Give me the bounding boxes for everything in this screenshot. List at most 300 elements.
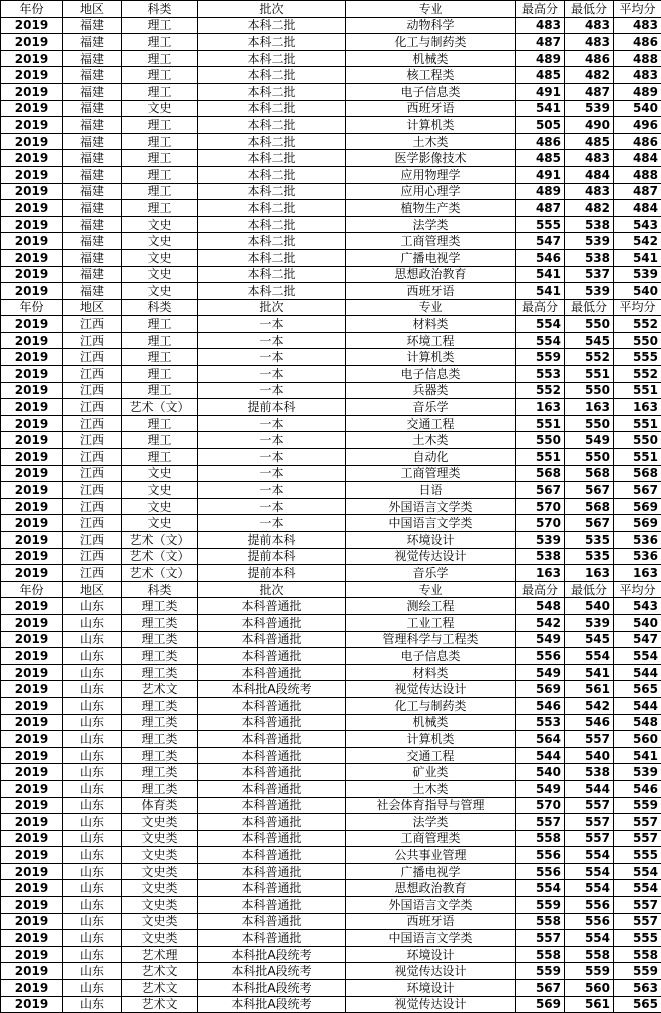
batch-cell: 一本 xyxy=(198,415,346,432)
batch-cell: 本科普通批 xyxy=(198,648,346,665)
avg-score-cell: 542 xyxy=(614,233,661,250)
region-cell: 山东 xyxy=(63,897,122,914)
year-cell: 2019 xyxy=(1,432,63,449)
region-cell: 江西 xyxy=(63,565,122,582)
max-score-cell: 569 xyxy=(516,996,565,1013)
major-cell: 视觉传达设计 xyxy=(346,548,516,565)
region-cell: 江西 xyxy=(63,465,122,482)
avg-score-cell: 551 xyxy=(614,449,661,466)
max-score-cell: 570 xyxy=(516,498,565,515)
category-cell: 艺术（文） xyxy=(122,399,198,416)
major-cell: 计算机类 xyxy=(346,117,516,134)
region-cell: 山东 xyxy=(63,880,122,897)
max-score-cell: 163 xyxy=(516,565,565,582)
region-cell: 山东 xyxy=(63,863,122,880)
table-row xyxy=(1,631,661,648)
category-cell: 文史类 xyxy=(122,897,198,914)
max-score-cell: 570 xyxy=(516,515,565,532)
batch-cell: 本科二批 xyxy=(198,133,346,150)
table-row xyxy=(1,930,661,947)
batch-cell: 本科普通批 xyxy=(198,780,346,797)
table-row xyxy=(1,50,661,67)
major-cell: 社会体育指导与管理 xyxy=(346,797,516,814)
region-cell: 福建 xyxy=(63,34,122,51)
avg-score-cell: 488 xyxy=(614,50,661,67)
table-row xyxy=(1,283,661,300)
min-score-cell: 567 xyxy=(565,515,614,532)
category-cell: 理工 xyxy=(122,83,198,100)
min-score-cell: 541 xyxy=(565,664,614,681)
min-score-cell: 484 xyxy=(565,166,614,183)
min-score-cell: 537 xyxy=(565,266,614,283)
category-cell: 文史类 xyxy=(122,863,198,880)
batch-cell: 一本 xyxy=(198,316,346,333)
category-cell: 理工类 xyxy=(122,747,198,764)
table-row xyxy=(1,830,661,847)
year-cell: 2019 xyxy=(1,863,63,880)
year-cell: 2019 xyxy=(1,780,63,797)
major-cell: 中国语言文学类 xyxy=(346,930,516,947)
major-cell: 公共事业管理 xyxy=(346,847,516,864)
category-cell: 理工类 xyxy=(122,714,198,731)
column-header: 批次 xyxy=(198,299,346,316)
min-score-cell: 539 xyxy=(565,100,614,117)
batch-cell: 本科普通批 xyxy=(198,863,346,880)
category-cell: 理工 xyxy=(122,183,198,200)
table-row xyxy=(1,614,661,631)
year-cell: 2019 xyxy=(1,764,63,781)
major-cell: 西班牙语 xyxy=(346,100,516,117)
year-cell: 2019 xyxy=(1,67,63,84)
avg-score-cell: 548 xyxy=(614,714,661,731)
category-cell: 文史 xyxy=(122,266,198,283)
header-row xyxy=(1,1,661,18)
max-score-cell: 554 xyxy=(516,316,565,333)
category-cell: 理工 xyxy=(122,366,198,383)
major-cell: 工商管理类 xyxy=(346,233,516,250)
max-score-cell: 552 xyxy=(516,382,565,399)
column-header: 批次 xyxy=(198,581,346,598)
min-score-cell: 483 xyxy=(565,150,614,167)
min-score-cell: 483 xyxy=(565,183,614,200)
batch-cell: 一本 xyxy=(198,449,346,466)
avg-score-cell: 554 xyxy=(614,648,661,665)
region-cell: 江西 xyxy=(63,349,122,366)
major-cell: 环境设计 xyxy=(346,980,516,997)
category-cell: 艺术文 xyxy=(122,963,198,980)
table-row xyxy=(1,913,661,930)
category-cell: 理工 xyxy=(122,150,198,167)
min-score-cell: 559 xyxy=(565,963,614,980)
major-cell: 中国语言文学类 xyxy=(346,515,516,532)
min-score-cell: 535 xyxy=(565,532,614,549)
major-cell: 电子信息类 xyxy=(346,366,516,383)
region-cell: 山东 xyxy=(63,714,122,731)
region-cell: 山东 xyxy=(63,614,122,631)
table-row xyxy=(1,432,661,449)
avg-score-cell: 541 xyxy=(614,249,661,266)
region-cell: 江西 xyxy=(63,532,122,549)
table-row xyxy=(1,532,661,549)
major-cell: 广播电视学 xyxy=(346,249,516,266)
year-cell: 2019 xyxy=(1,283,63,300)
year-cell: 2019 xyxy=(1,930,63,947)
avg-score-cell: 568 xyxy=(614,465,661,482)
max-score-cell: 556 xyxy=(516,648,565,665)
min-score-cell: 551 xyxy=(565,366,614,383)
column-header: 专业 xyxy=(346,581,516,598)
batch-cell: 本科普通批 xyxy=(198,747,346,764)
major-cell: 外国语言文学类 xyxy=(346,897,516,914)
avg-score-cell: 543 xyxy=(614,216,661,233)
region-cell: 江西 xyxy=(63,482,122,499)
min-score-cell: 556 xyxy=(565,913,614,930)
major-cell: 电子信息类 xyxy=(346,648,516,665)
major-cell: 广播电视学 xyxy=(346,863,516,880)
min-score-cell: 554 xyxy=(565,847,614,864)
table-row xyxy=(1,316,661,333)
min-score-cell: 483 xyxy=(565,34,614,51)
major-cell: 电子信息类 xyxy=(346,83,516,100)
category-cell: 理工 xyxy=(122,50,198,67)
column-header: 最低分 xyxy=(565,581,614,598)
max-score-cell: 553 xyxy=(516,366,565,383)
min-score-cell: 163 xyxy=(565,399,614,416)
table-row xyxy=(1,34,661,51)
major-cell: 交通工程 xyxy=(346,415,516,432)
avg-score-cell: 552 xyxy=(614,316,661,333)
region-cell: 山东 xyxy=(63,930,122,947)
region-cell: 福建 xyxy=(63,17,122,34)
year-cell: 2019 xyxy=(1,980,63,997)
max-score-cell: 559 xyxy=(516,349,565,366)
avg-score-cell: 484 xyxy=(614,200,661,217)
region-cell: 山东 xyxy=(63,664,122,681)
region-cell: 山东 xyxy=(63,631,122,648)
avg-score-cell: 565 xyxy=(614,681,661,698)
year-cell: 2019 xyxy=(1,332,63,349)
year-cell: 2019 xyxy=(1,498,63,515)
region-cell: 福建 xyxy=(63,233,122,250)
max-score-cell: 485 xyxy=(516,150,565,167)
max-score-cell: 547 xyxy=(516,233,565,250)
region-cell: 山东 xyxy=(63,598,122,615)
year-cell: 2019 xyxy=(1,565,63,582)
table-row xyxy=(1,814,661,831)
batch-cell: 本科批A段统考 xyxy=(198,996,346,1013)
major-cell: 视觉传达设计 xyxy=(346,963,516,980)
region-cell: 江西 xyxy=(63,515,122,532)
min-score-cell: 542 xyxy=(565,697,614,714)
min-score-cell: 554 xyxy=(565,648,614,665)
region-cell: 福建 xyxy=(63,150,122,167)
year-cell: 2019 xyxy=(1,797,63,814)
min-score-cell: 557 xyxy=(565,797,614,814)
max-score-cell: 553 xyxy=(516,714,565,731)
batch-cell: 本科普通批 xyxy=(198,930,346,947)
table-row xyxy=(1,897,661,914)
category-cell: 文史 xyxy=(122,233,198,250)
avg-score-cell: 483 xyxy=(614,17,661,34)
min-score-cell: 538 xyxy=(565,764,614,781)
year-cell: 2019 xyxy=(1,614,63,631)
avg-score-cell: 536 xyxy=(614,532,661,549)
category-cell: 理工 xyxy=(122,117,198,134)
table-row xyxy=(1,482,661,499)
min-score-cell: 556 xyxy=(565,897,614,914)
avg-score-cell: 488 xyxy=(614,166,661,183)
region-cell: 福建 xyxy=(63,83,122,100)
major-cell: 应用物理学 xyxy=(346,166,516,183)
table-row xyxy=(1,216,661,233)
category-cell: 理工 xyxy=(122,34,198,51)
table-row xyxy=(1,349,661,366)
avg-score-cell: 539 xyxy=(614,764,661,781)
avg-score-cell: 540 xyxy=(614,100,661,117)
table-row xyxy=(1,465,661,482)
region-cell: 山东 xyxy=(63,996,122,1013)
year-cell: 2019 xyxy=(1,117,63,134)
table-row xyxy=(1,880,661,897)
batch-cell: 本科二批 xyxy=(198,216,346,233)
table-row xyxy=(1,598,661,615)
min-score-cell: 550 xyxy=(565,449,614,466)
year-cell: 2019 xyxy=(1,515,63,532)
max-score-cell: 549 xyxy=(516,664,565,681)
column-header: 科类 xyxy=(122,581,198,598)
major-cell: 机械类 xyxy=(346,714,516,731)
column-header: 年份 xyxy=(1,299,63,316)
major-cell: 西班牙语 xyxy=(346,913,516,930)
column-header: 地区 xyxy=(63,581,122,598)
batch-cell: 本科二批 xyxy=(198,266,346,283)
table-row xyxy=(1,166,661,183)
major-cell: 机械类 xyxy=(346,50,516,67)
major-cell: 兵器类 xyxy=(346,382,516,399)
max-score-cell: 544 xyxy=(516,747,565,764)
major-cell: 化工与制药类 xyxy=(346,697,516,714)
avg-score-cell: 551 xyxy=(614,415,661,432)
max-score-cell: 549 xyxy=(516,631,565,648)
major-cell: 工商管理类 xyxy=(346,830,516,847)
avg-score-cell: 486 xyxy=(614,133,661,150)
category-cell: 文史 xyxy=(122,498,198,515)
max-score-cell: 557 xyxy=(516,814,565,831)
avg-score-cell: 487 xyxy=(614,183,661,200)
min-score-cell: 558 xyxy=(565,946,614,963)
max-score-cell: 567 xyxy=(516,482,565,499)
avg-score-cell: 569 xyxy=(614,515,661,532)
year-cell: 2019 xyxy=(1,50,63,67)
category-cell: 文史 xyxy=(122,216,198,233)
min-score-cell: 490 xyxy=(565,117,614,134)
batch-cell: 本科二批 xyxy=(198,50,346,67)
min-score-cell: 560 xyxy=(565,980,614,997)
year-cell: 2019 xyxy=(1,598,63,615)
avg-score-cell: 163 xyxy=(614,565,661,582)
year-cell: 2019 xyxy=(1,133,63,150)
max-score-cell: 489 xyxy=(516,50,565,67)
region-cell: 福建 xyxy=(63,183,122,200)
major-cell: 音乐学 xyxy=(346,399,516,416)
min-score-cell: 554 xyxy=(565,930,614,947)
max-score-cell: 558 xyxy=(516,913,565,930)
avg-score-cell: 550 xyxy=(614,432,661,449)
category-cell: 文史类 xyxy=(122,930,198,947)
region-cell: 福建 xyxy=(63,283,122,300)
major-cell: 管理科学与工程类 xyxy=(346,631,516,648)
batch-cell: 本科二批 xyxy=(198,249,346,266)
region-cell: 福建 xyxy=(63,200,122,217)
year-cell: 2019 xyxy=(1,681,63,698)
batch-cell: 本科二批 xyxy=(198,183,346,200)
max-score-cell: 538 xyxy=(516,548,565,565)
year-cell: 2019 xyxy=(1,697,63,714)
table-row xyxy=(1,366,661,383)
year-cell: 2019 xyxy=(1,465,63,482)
year-cell: 2019 xyxy=(1,532,63,549)
max-score-cell: 567 xyxy=(516,980,565,997)
table-row xyxy=(1,681,661,698)
avg-score-cell: 543 xyxy=(614,598,661,615)
table-row xyxy=(1,747,661,764)
major-cell: 外国语言文学类 xyxy=(346,498,516,515)
batch-cell: 本科普通批 xyxy=(198,598,346,615)
batch-cell: 本科二批 xyxy=(198,150,346,167)
column-header: 批次 xyxy=(198,1,346,18)
region-cell: 福建 xyxy=(63,133,122,150)
batch-cell: 本科普通批 xyxy=(198,697,346,714)
category-cell: 文史类 xyxy=(122,847,198,864)
min-score-cell: 482 xyxy=(565,200,614,217)
avg-score-cell: 559 xyxy=(614,797,661,814)
min-score-cell: 561 xyxy=(565,681,614,698)
category-cell: 艺术（文） xyxy=(122,565,198,582)
max-score-cell: 554 xyxy=(516,880,565,897)
table-row xyxy=(1,980,661,997)
column-header: 专业 xyxy=(346,299,516,316)
category-cell: 理工 xyxy=(122,67,198,84)
max-score-cell: 549 xyxy=(516,780,565,797)
major-cell: 音乐学 xyxy=(346,565,516,582)
year-cell: 2019 xyxy=(1,830,63,847)
max-score-cell: 487 xyxy=(516,34,565,51)
batch-cell: 一本 xyxy=(198,465,346,482)
min-score-cell: 557 xyxy=(565,814,614,831)
column-header: 地区 xyxy=(63,299,122,316)
batch-cell: 一本 xyxy=(198,498,346,515)
batch-cell: 本科普通批 xyxy=(198,913,346,930)
year-cell: 2019 xyxy=(1,415,63,432)
max-score-cell: 559 xyxy=(516,897,565,914)
major-cell: 西班牙语 xyxy=(346,283,516,300)
column-header: 最低分 xyxy=(565,299,614,316)
batch-cell: 本科批A段统考 xyxy=(198,980,346,997)
major-cell: 计算机类 xyxy=(346,349,516,366)
avg-score-cell: 557 xyxy=(614,830,661,847)
max-score-cell: 487 xyxy=(516,200,565,217)
year-cell: 2019 xyxy=(1,249,63,266)
year-cell: 2019 xyxy=(1,648,63,665)
min-score-cell: 485 xyxy=(565,133,614,150)
min-score-cell: 538 xyxy=(565,216,614,233)
batch-cell: 本科二批 xyxy=(198,34,346,51)
batch-cell: 本科批A段统考 xyxy=(198,946,346,963)
region-cell: 福建 xyxy=(63,50,122,67)
year-cell: 2019 xyxy=(1,366,63,383)
batch-cell: 本科普通批 xyxy=(198,814,346,831)
avg-score-cell: 569 xyxy=(614,498,661,515)
category-cell: 理工 xyxy=(122,382,198,399)
major-cell: 测绘工程 xyxy=(346,598,516,615)
table-row xyxy=(1,399,661,416)
year-cell: 2019 xyxy=(1,100,63,117)
min-score-cell: 568 xyxy=(565,498,614,515)
region-cell: 山东 xyxy=(63,681,122,698)
max-score-cell: 163 xyxy=(516,399,565,416)
table-row xyxy=(1,565,661,582)
min-score-cell: 535 xyxy=(565,548,614,565)
major-cell: 矿业类 xyxy=(346,764,516,781)
region-cell: 江西 xyxy=(63,548,122,565)
max-score-cell: 483 xyxy=(516,17,565,34)
table-row xyxy=(1,946,661,963)
min-score-cell: 554 xyxy=(565,863,614,880)
max-score-cell: 546 xyxy=(516,697,565,714)
batch-cell: 提前本科 xyxy=(198,532,346,549)
min-score-cell: 550 xyxy=(565,415,614,432)
region-cell: 江西 xyxy=(63,399,122,416)
year-cell: 2019 xyxy=(1,996,63,1013)
region-cell: 福建 xyxy=(63,266,122,283)
year-cell: 2019 xyxy=(1,183,63,200)
avg-score-cell: 544 xyxy=(614,697,661,714)
batch-cell: 一本 xyxy=(198,366,346,383)
category-cell: 理工 xyxy=(122,166,198,183)
avg-score-cell: 163 xyxy=(614,399,661,416)
avg-score-cell: 558 xyxy=(614,946,661,963)
category-cell: 理工类 xyxy=(122,614,198,631)
major-cell: 材料类 xyxy=(346,316,516,333)
table-row xyxy=(1,731,661,748)
min-score-cell: 540 xyxy=(565,598,614,615)
table-row xyxy=(1,415,661,432)
major-cell: 土木类 xyxy=(346,432,516,449)
min-score-cell: 554 xyxy=(565,880,614,897)
year-cell: 2019 xyxy=(1,166,63,183)
avg-score-cell: 483 xyxy=(614,67,661,84)
batch-cell: 本科二批 xyxy=(198,17,346,34)
year-cell: 2019 xyxy=(1,382,63,399)
avg-score-cell: 555 xyxy=(614,930,661,947)
min-score-cell: 539 xyxy=(565,283,614,300)
batch-cell: 本科批A段统考 xyxy=(198,681,346,698)
major-cell: 日语 xyxy=(346,482,516,499)
year-cell: 2019 xyxy=(1,150,63,167)
max-score-cell: 551 xyxy=(516,415,565,432)
avg-score-cell: 551 xyxy=(614,382,661,399)
category-cell: 艺术理 xyxy=(122,946,198,963)
min-score-cell: 539 xyxy=(565,614,614,631)
avg-score-cell: 555 xyxy=(614,847,661,864)
column-header: 平均分 xyxy=(614,1,661,18)
major-cell: 思想政治教育 xyxy=(346,880,516,897)
avg-score-cell: 555 xyxy=(614,349,661,366)
batch-cell: 本科普通批 xyxy=(198,614,346,631)
batch-cell: 提前本科 xyxy=(198,565,346,582)
table-row xyxy=(1,183,661,200)
max-score-cell: 540 xyxy=(516,764,565,781)
